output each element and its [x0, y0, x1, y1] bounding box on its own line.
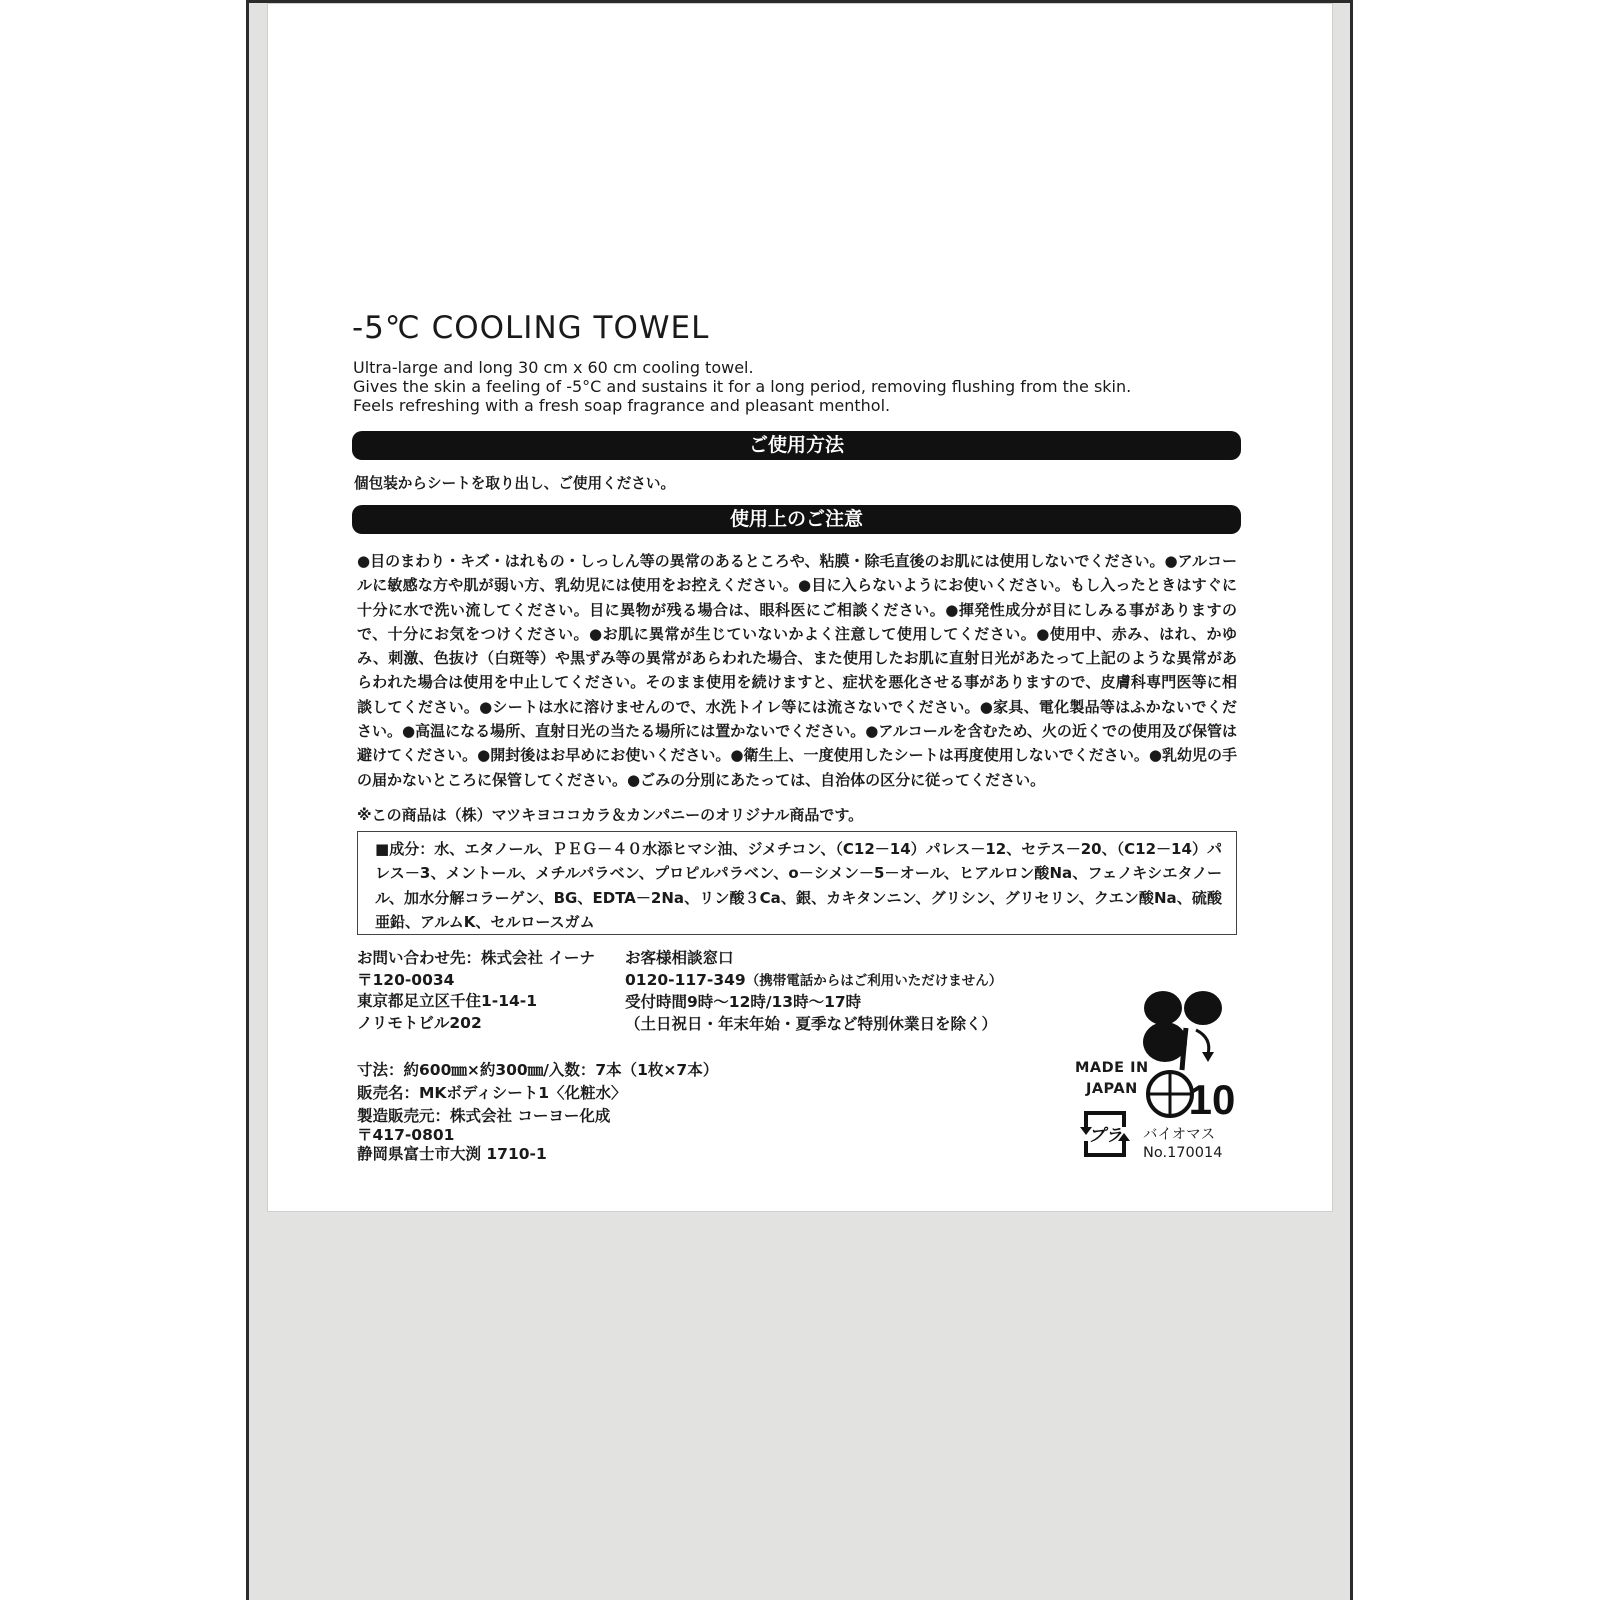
- support-phone: 0120-117-349: [625, 970, 746, 989]
- description-line-3: Feels refreshing with a fresh soap fragrance and pleasant menthol.: [353, 396, 891, 415]
- ingredients-box: ■成分：水、エタノール、ＰＥＧ－４０水添ヒマシ油、ジメチコン、（C12－14）パレス－12、セテス－20、（C12－14）パレス－3、メントール、メチルパラベン、プロピルパラベン、o－シメン－5－オール、ヒアルロン酸Na、フェノキシエタノール、加水分解コラーゲン、BG、EDTA－2Na、リン酸３Ca、銀、カキタンニン、グリシン、グリセリン、クエン酸Na、硫酸亜鉛、アルムK、セルロースガム: [357, 831, 1237, 935]
- support-title: お客様相談窓口: [625, 949, 734, 967]
- biomass-label-block: [1143, 1126, 1222, 1162]
- japan-text: JAPAN: [1085, 1081, 1138, 1097]
- description-line-2: Gives the skin a feeling of -5°C and sustains it for a long period, removing flushing from the skin.: [353, 377, 1132, 396]
- spec-address: 静岡県富士市大渕 1710-1: [357, 1145, 547, 1163]
- description-line-1: Ultra-large and long 30 cm x 60 cm cooling towel.: [353, 358, 754, 377]
- made-in-japan: [1075, 1058, 1149, 1100]
- contact-line: お問い合わせ先：株式会社 イーナ: [357, 949, 595, 967]
- contact-line: 東京都足立区千住1-14-1: [357, 992, 538, 1010]
- plastic-recycle-icon: [1078, 1107, 1132, 1161]
- support-block: [625, 948, 1002, 1035]
- contact-line: 〒120-0034: [357, 970, 455, 989]
- spec-maker-block: [357, 1107, 610, 1164]
- support-holidays: （土日祝日・年末年始・夏季など特別休業日を除く）: [625, 1014, 998, 1033]
- biomass-label: バイオマス: [1143, 1127, 1216, 1143]
- biomass-mark-icon: [1142, 990, 1238, 1126]
- original-product-note: ※この商品は（株）マツキヨココカラ＆カンパニーのオリジナル商品です。: [357, 806, 864, 824]
- spec-sales-name: 販売名：MKボディシート1〈化粧水〉: [357, 1084, 627, 1102]
- product-title: -5℃ COOLING TOWEL: [352, 310, 710, 346]
- biomass-percent: 10: [1188, 1076, 1236, 1123]
- usage-text: 個包装からシートを取り出し、ご使用ください。: [354, 475, 676, 492]
- contact-line: ノリモトビル202: [357, 1013, 482, 1032]
- support-hours: 受付時間9時～12時/13時～17時: [625, 993, 862, 1011]
- usage-heading: ご使用方法: [352, 431, 1241, 460]
- spec-size: 寸法：約600㎜×約300㎜/入数：7本（1枚×7本）: [357, 1061, 719, 1079]
- contact-block: [357, 948, 595, 1034]
- support-phone-note: （携帯電話からはご利用いただけません）: [745, 972, 1003, 989]
- spec-postal: 〒417-0801: [357, 1126, 455, 1144]
- caution-text: ●目のまわり・キズ・はれもの・しっしん等の異常のあるところや、粘膜・除毛直後のお肌には使用しないでください。●アルコールに敏感な方や肌が弱い方、乳幼児には使用をお控えください。●目に入らないようにお使いください。もし入ったときはすぐに十分に水で洗い流してください。目に異物が残る場合は、眼科医にご相談ください。●揮発性成分が目にしみる事がありますので、十分にお気をつけください。●お肌に異常が生じていないかよく注意して使用してください。●使用中、赤み、はれ、かゆみ、刺激、色抜け（白斑等）や黒ずみ等の異常があらわれた場合、また使用したお肌に直射日光があたって上記のような異常があらわれた場合は使用を中止してください。そのまま使用を続けますと、症状を悪化させる事がありますので、皮膚科専門医等に相談してください。●シートは水に溶けませんので、水洗トイレ等には流さないでください。●家具、電化製品等はふかないでください。●高温になる場所、直射日光の当たる場所には置かないでください。●アルコールを含むため、火の近くでの使用及び保管は避けてください。●開封後はお早めにお使いください。●衛生上、一度使用したシートは再度使用しないでください。●乳幼児の手の届かないところに保管してください。●ごみの分別にあたっては、自治体の区分に従ってください。: [357, 552, 1237, 789]
- biomass-number: No.170014: [1143, 1145, 1223, 1161]
- caution-heading: 使用上のご注意: [352, 505, 1241, 534]
- recycle-label: プラ: [1088, 1126, 1122, 1146]
- spec-maker: 製造販売元：株式会社 コーヨー化成: [357, 1107, 611, 1125]
- made-in-text: MADE IN: [1075, 1060, 1149, 1076]
